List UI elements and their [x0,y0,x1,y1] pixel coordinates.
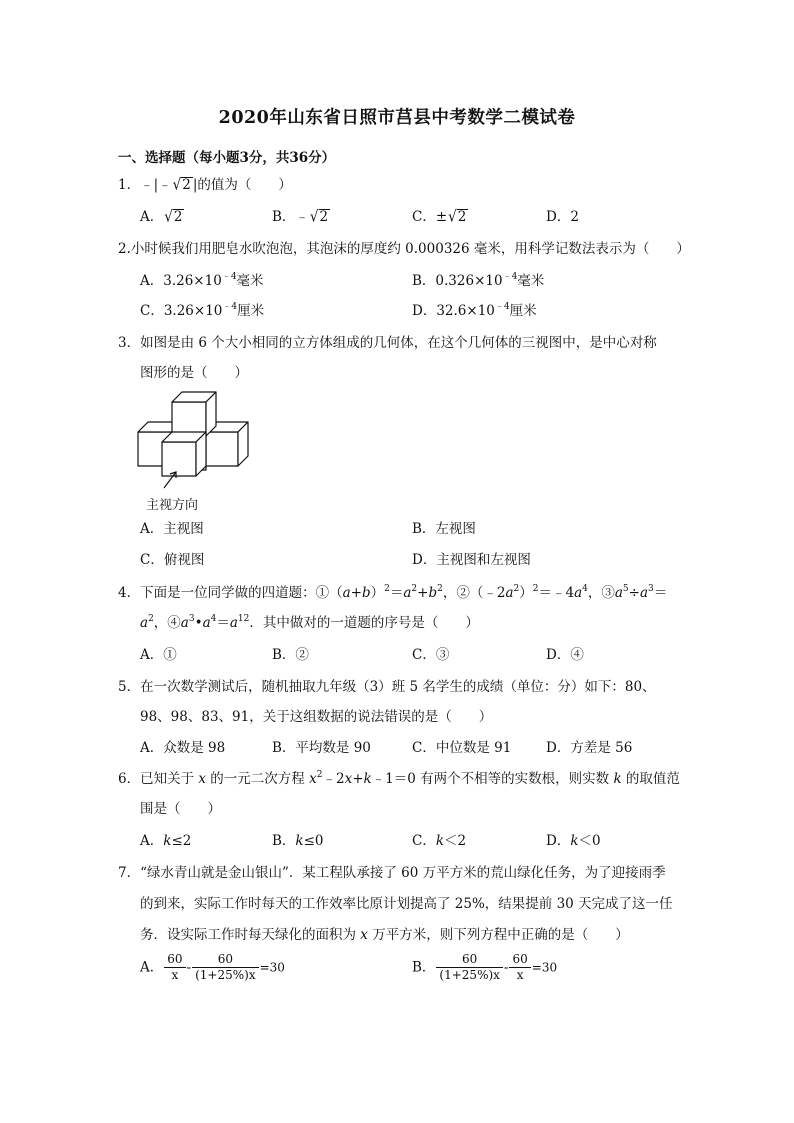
sqrt-icon: √ [309,207,319,227]
sqrt-icon: √ [448,207,457,227]
question-7-stem-line1: 7．“绿水青山就是金山银山”．某工程队承接了 60 万平方米的荒山绿化任务，为了迎接雨季 [118,865,666,881]
question-5-stem-line1: 5．在一次数学测试后，随机抽取九年级（3）班 5 名学生的成绩（单位：分）如下：80、 [118,679,656,695]
fraction: $\frac{60}{x}$ [509,952,530,983]
q6-option-c: C．k＜2 [412,833,467,849]
q1-option-d: D．2 [546,209,579,225]
question-6-stem-line1: 6．已知关于 x 的一元二次方程 $x^2﹣2x+k﹣1=0$ 有两个不相等的实数根，则实数 k 的取值范 [118,770,680,787]
q2-option-c: C．$3.26\times 10^{﹣4}$厘米 [140,302,265,319]
q2-option-b: B．$0.326\times 10^{﹣4}$毫米 [412,272,545,289]
q3-option-b: B．左视图 [412,521,476,537]
fraction: $\frac{60}{x}$ [164,952,185,983]
q5-option-a: A．众数是 98 [140,740,226,756]
question-4-stem-line2: $a^2$，$④a^3•a^4=a^{12}$．其中做对的一道题的序号是（ ） [140,614,479,631]
page-title: 2020年山东省日照市莒县中考数学二模试卷 [218,108,576,128]
q4-option-c: C．③ [412,647,450,663]
q1-option-a: A．√2 [140,207,183,227]
q6-option-b: B．k≤0 [272,833,324,849]
q4-option-b: B．② [272,647,309,663]
question-7-stem-line3: 务．设实际工作时每天绿化的面积为 x 万平方米，则下列方程中正确的是（ ） [140,927,629,943]
q5-option-b: B．平均数是 90 [272,740,371,756]
question-3-stem-line1: 3．如图是由 6 个大小相同的立方体组成的几何体，在这个几何体的三视图中，是中心对称 [118,335,657,351]
question-5-stem-line2: 98、98、83、91，关于这组数据的说法错误的是（ ） [140,709,493,725]
q4-option-a: A．① [140,647,177,663]
q4-option-d: D．④ [546,647,584,663]
q6-option-d: D．k＜0 [546,833,601,849]
cube-solid-figure [134,390,252,510]
q2-option-d: D．$32.6\times 10^{﹣4}$厘米 [412,302,537,319]
question-7-stem-line2: 的到来，实际工作时每天的工作效率比原计划提高了 25%，结果提前 30 天完成了这一任 [140,896,673,912]
figure-label-front-view: 主视方向 [146,498,199,513]
sqrt-icon: √ [172,175,182,195]
question-3-stem-line2: 图形的是（ ） [140,365,248,381]
fraction: $\frac{60}{(1+25\%)x}$ [192,952,259,983]
question-2-stem: 2.小时候我们用肥皂水吹泡泡，其泡沫的厚度约 0.000326 毫米，用科学记数法表示为（ ） [118,241,690,257]
fraction: $\frac{60}{(1+25\%)x}$ [436,952,503,983]
q5-option-c: C．中位数是 91 [412,740,512,756]
q3-option-a: A．主视图 [140,521,204,537]
q3-option-d: D．主视图和左视图 [412,552,531,568]
q6-option-a: A．k≤2 [140,833,192,849]
q2-option-a: A．$3.26\times 10^{﹣4}$毫米 [140,272,264,289]
question-6-stem-line2: 围是（ ） [140,801,221,817]
q5-option-d: D．方差是 56 [546,740,633,756]
q7-option-a: A． $\frac{60}{x}$ - $\frac{60}{(1+25\%)x}$ =30 [140,952,285,982]
section-heading: 一、选择题（每小题3分，共36分） [118,150,336,166]
question-1-stem: 1．﹣|﹣√2 |的值为（ ） [118,175,292,195]
q1-option-b: B．﹣√2 [272,207,329,227]
sqrt-icon: √ [164,207,173,227]
q1-option-c: C．±√2 [412,207,467,227]
question-4-stem-line1: 4．下面是一位同学做的四道题：$①(a+b)^2=a^2+b^2$，$②(﹣2a^2)^2=﹣4a^4$，$③a^5\div a^3=$ [118,584,668,601]
q7-option-b: B． $\frac{60}{(1+25\%)x}$ - $\frac{60}{x}$ =30 [412,952,558,982]
q3-option-c: C．俯视图 [140,552,205,568]
